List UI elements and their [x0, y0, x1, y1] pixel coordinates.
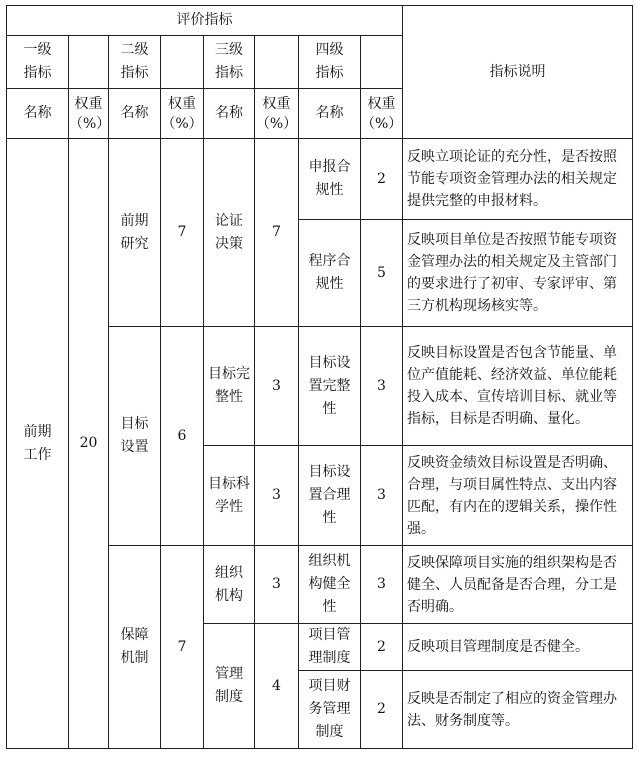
level4-name: 目标设 置合理 性 — [299, 446, 361, 546]
indicator-description: 反映资金绩效目标设置是否明确、合理，与项目属性特点、支出内容匹配，有内在的逻辑关系，操作性强。 — [403, 446, 633, 546]
level2-header-spacer — [161, 36, 204, 89]
level1-name: 前期 工作 — [7, 139, 69, 749]
level4-name-label: 名称 — [299, 89, 361, 139]
level2-name: 保障 机制 — [109, 546, 161, 749]
level3-weight-label: 权重 （%） — [255, 89, 299, 139]
level2-name-label: 名称 — [109, 89, 161, 139]
level2-name: 目标 设置 — [109, 327, 161, 546]
level3-header-spacer — [255, 36, 299, 89]
level4-name: 项目财 务管理 制度 — [299, 671, 361, 749]
level3-weight: 3 — [255, 446, 299, 546]
indicator-description: 反映是否制定了相应的资金管理办法、财务制度等。 — [403, 671, 633, 749]
level3-name: 目标完 整性 — [204, 327, 255, 446]
level3-name-label: 名称 — [204, 89, 255, 139]
level4-weight: 2 — [361, 139, 403, 220]
level3-name: 组织 机构 — [204, 546, 255, 624]
level4-name: 目标设 置完整 性 — [299, 327, 361, 446]
level4-name: 程序合 规性 — [299, 220, 361, 327]
level1-weight: 20 — [69, 139, 109, 749]
level4-header: 四级 指标 — [299, 36, 361, 89]
level4-name: 组织机 构健全 性 — [299, 546, 361, 624]
level4-weight: 3 — [361, 546, 403, 624]
indicator-description: 反映项目管理制度是否健全。 — [403, 624, 633, 671]
level1-header-spacer — [69, 36, 109, 89]
level4-weight: 3 — [361, 446, 403, 546]
level4-weight: 3 — [361, 327, 403, 446]
level4-weight-label: 权重 （%） — [361, 89, 403, 139]
level2-weight: 7 — [161, 546, 204, 749]
indicator-description: 反映保障项目实施的组织架构是否健全、人员配备是否合理，分工是否明确。 — [403, 546, 633, 624]
level3-weight: 3 — [255, 546, 299, 624]
level4-name: 申报合 规性 — [299, 139, 361, 220]
level2-weight: 7 — [161, 139, 204, 327]
level4-weight: 2 — [361, 671, 403, 749]
level3-header: 三级 指标 — [204, 36, 255, 89]
header-row-group — [7, 6, 633, 36]
level4-weight: 5 — [361, 220, 403, 327]
level2-name: 前期 研究 — [109, 139, 161, 327]
level1-name-label: 名称 — [7, 89, 69, 139]
evaluation-indicator-table — [6, 5, 633, 749]
indicator-description: 反映目标设置是否包含节能量、单位产值能耗、经济效益、单位能耗投入成本、宣传培训目标、就业等指标，目标是否明确、量化。 — [403, 327, 633, 446]
indicator-description: 反映立项论证的充分性，是否按照节能专项资金管理办法的相关规定提供完整的申报材料。 — [403, 139, 633, 220]
level4-weight: 2 — [361, 624, 403, 671]
level4-name: 项目管 理制度 — [299, 624, 361, 671]
level3-weight: 7 — [255, 139, 299, 327]
level1-header: 一级 指标 — [7, 36, 69, 89]
table-row — [7, 139, 633, 220]
description-header-cell: 指标说明 — [403, 6, 633, 139]
level3-name: 管理 制度 — [204, 624, 255, 749]
level3-name: 论证 决策 — [204, 139, 255, 327]
level2-weight-label: 权重 （%） — [161, 89, 204, 139]
indicator-description: 反映项目单位是否按照节能专项资金管理办法的相关规定及主管部门的要求进行了初审、专家评审、第三方机构现场核实等。 — [403, 220, 633, 327]
level3-weight: 3 — [255, 327, 299, 446]
level1-weight-label: 权重 （%） — [69, 89, 109, 139]
level3-name: 目标科 学性 — [204, 446, 255, 546]
group-title-cell: 评价指标 — [7, 6, 403, 36]
level4-header-spacer — [361, 36, 403, 89]
level3-weight: 4 — [255, 624, 299, 749]
level2-weight: 6 — [161, 327, 204, 546]
level2-header: 二级 指标 — [109, 36, 161, 89]
